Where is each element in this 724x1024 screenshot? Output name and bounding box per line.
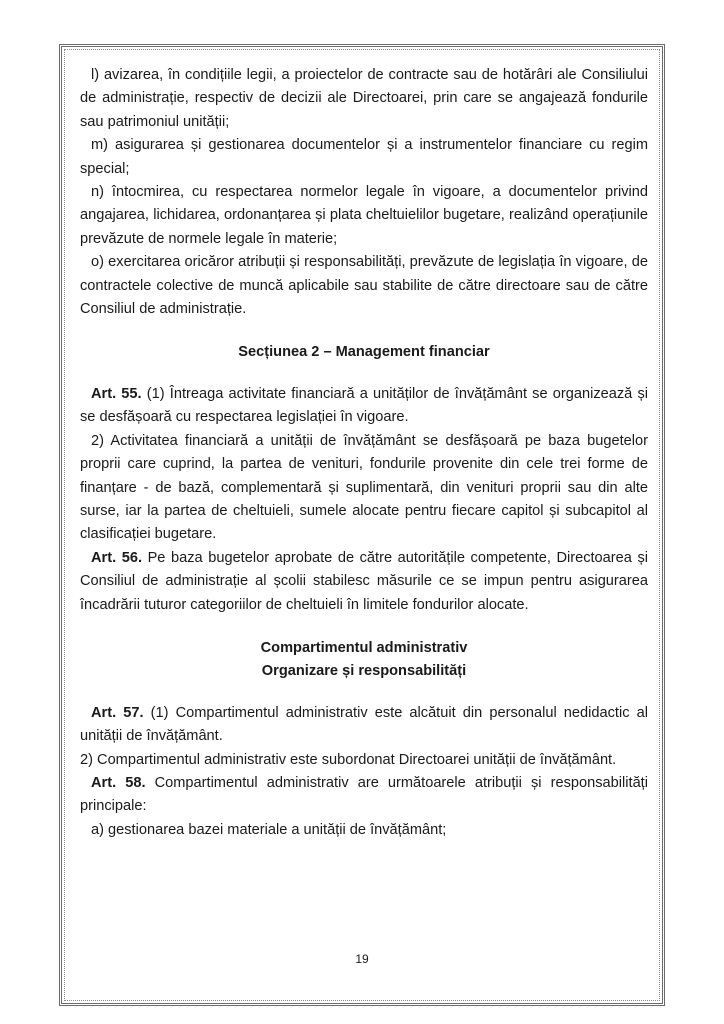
document-body [80,64,648,842]
article-55-label: Art. 55. [91,385,142,402]
article-55-paragraph-2: 2) Activitatea financiară a unității de învățământ se desfășoară pe baza bugetelor proprii care cuprind, la partea de venituri, fondurile provenite din cele trei forme de finanțare - de bază, complementară și suplimentară, din venituri proprii sau din alte surse, iar la partea de cheltuieli, sumele alocate pentru fiecare capitol și subcapitol al clasificației bugetare. [80,432,648,543]
article-58-text: Compartimentul administrativ are următoarele atribuții și responsabilități principale: [80,774,648,815]
article-56 [80,547,648,617]
organizare-heading: Organizare și responsabilități [261,663,467,680]
article-56-text: Pe baza bugetelor aprobate de către autoritățile competente, Directoarea și Consiliul de administrație al școlii stabilesc măsurile ce se impun pentru asigurarea încadrării tuturor categoriilor de cheltuieli în limitele fondurilor alocate. [80,549,648,613]
paragraph-m: m) asigurarea și gestionarea documentelor și a instrumentelor financiare cu regim special; [80,137,648,177]
section-2-heading: Secțiunea 2 – Management financiar [238,344,490,361]
article-58-label: Art. 58. [91,774,146,791]
article-55-text-1: (1) Întreaga activitate financiară a unităților de învățământ se organizează și se desfășoară cu respectarea legislației în vigoare. [80,385,648,426]
paragraph-o: o) exercitarea oricăror atribuții și responsabilități, prevăzute de legislația în vigoare, de contractele colective de muncă aplicabile sau stabilite de către directoare sau de către Consiliul de administrație. [80,254,648,318]
article-58 [80,772,648,819]
article-56-label: Art. 56. [91,549,142,566]
paragraph-l: l) avizarea, în condițiile legii, a proiectelor de contracte sau de hotărâri ale Consiliului de administrație, respectiv de decizii ale Directoarei, prin care se angajează fondurile sau patrimoniul unității; [80,67,648,130]
article-57-text-1: (1) Compartimentul administrativ este alcătuit din personalul nedidactic al unității de învățământ. [80,704,648,745]
article-57-label: Art. 57. [91,704,144,721]
page-number: 19 [355,952,369,966]
article-57-paragraph-1 [80,702,648,749]
article-58-item-a: a) gestionarea bazei materiale a unității de învățământ; [91,821,447,838]
compartiment-heading: Compartimentul administrativ [260,639,468,656]
paragraph-n: n) întocmirea, cu respectarea normelor legale în vigoare, a documentelor privind angajarea, lichidarea, ordonanțarea și plata cheltuielilor bugetare, realizând operațiunile prevăzute de normele legale în materie; [80,184,648,247]
article-55-paragraph-1 [80,383,648,430]
article-57-paragraph-2: 2) Compartimentul administrativ este subordonat Directoarei unității de învățământ. [80,751,617,768]
